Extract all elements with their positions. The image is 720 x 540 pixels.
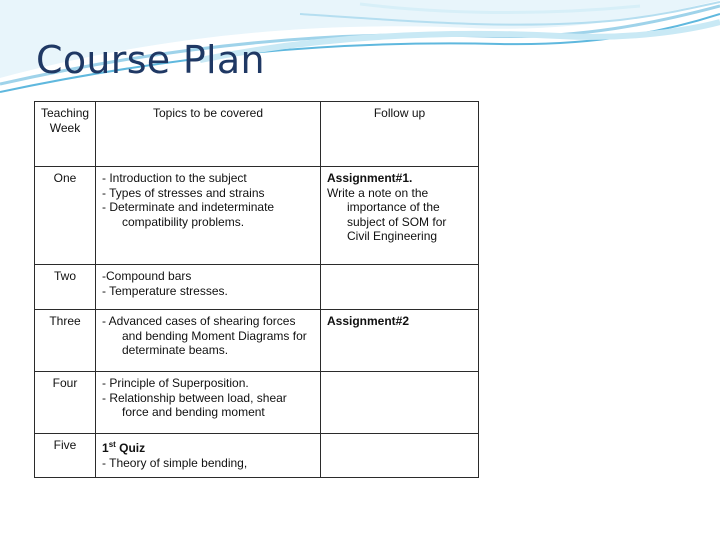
- table-row: [35, 167, 479, 265]
- table-row: [35, 265, 479, 310]
- table-row: [35, 310, 479, 372]
- topic-item: - Determinate and indeterminate compatibility problems.: [102, 200, 275, 229]
- assignment-title: Assignment#2: [327, 314, 410, 328]
- follow-up-cell: [321, 434, 479, 478]
- topics-cell: [96, 310, 321, 372]
- follow-up-cell: [321, 372, 479, 434]
- header-topics: [96, 102, 321, 167]
- week-cell: Two: [35, 265, 96, 310]
- topics-cell: [96, 265, 321, 310]
- topic-item: -Compound bars: [102, 269, 192, 283]
- table-header-row: [35, 102, 479, 167]
- quiz-label: [102, 438, 314, 456]
- table-row: [35, 434, 479, 478]
- table-row: [35, 372, 479, 434]
- topics-cell: [96, 372, 321, 434]
- header-follow-label: Follow up: [373, 106, 426, 120]
- topic-item: - Theory of simple bending,: [102, 455, 248, 470]
- assignment-description: Write a note on the importance of the subject of SOM for Civil Engineering: [327, 185, 447, 243]
- quiz-word: Quiz: [115, 441, 146, 455]
- week-cell: Three: [35, 310, 96, 372]
- quiz-ordinal-suffix: st: [108, 440, 116, 449]
- header-topics-label: Topics to be covered: [152, 106, 264, 120]
- topic-item: - Temperature stresses.: [102, 283, 228, 298]
- header-week-label: Teaching Week: [41, 106, 90, 135]
- topic-item: - Relationship between load, shear force and bending moment: [102, 390, 287, 419]
- follow-up-cell: [321, 310, 479, 372]
- assignment-title: Assignment#1.: [327, 171, 413, 185]
- follow-up-cell: [321, 265, 479, 310]
- header-teaching-week: [35, 102, 96, 167]
- course-plan-table: [34, 101, 479, 478]
- week-cell: Four: [35, 372, 96, 434]
- topic-item: - Introduction to the subject: [102, 171, 247, 185]
- quiz-number: 1: [102, 441, 109, 455]
- follow-up-cell: [321, 167, 479, 265]
- topic-item: - Principle of Superposition.: [102, 376, 249, 390]
- topic-item: - Types of stresses and strains: [102, 185, 265, 200]
- week-cell: Five: [35, 434, 96, 478]
- week-cell: One: [35, 167, 96, 265]
- slide-title: Course Plan: [36, 38, 265, 82]
- topic-item: - Advanced cases of shearing forces and bending Moment Diagrams for determinate beams.: [102, 314, 307, 357]
- topics-cell: [96, 434, 321, 478]
- topics-cell: [96, 167, 321, 265]
- header-follow-up: [321, 102, 479, 167]
